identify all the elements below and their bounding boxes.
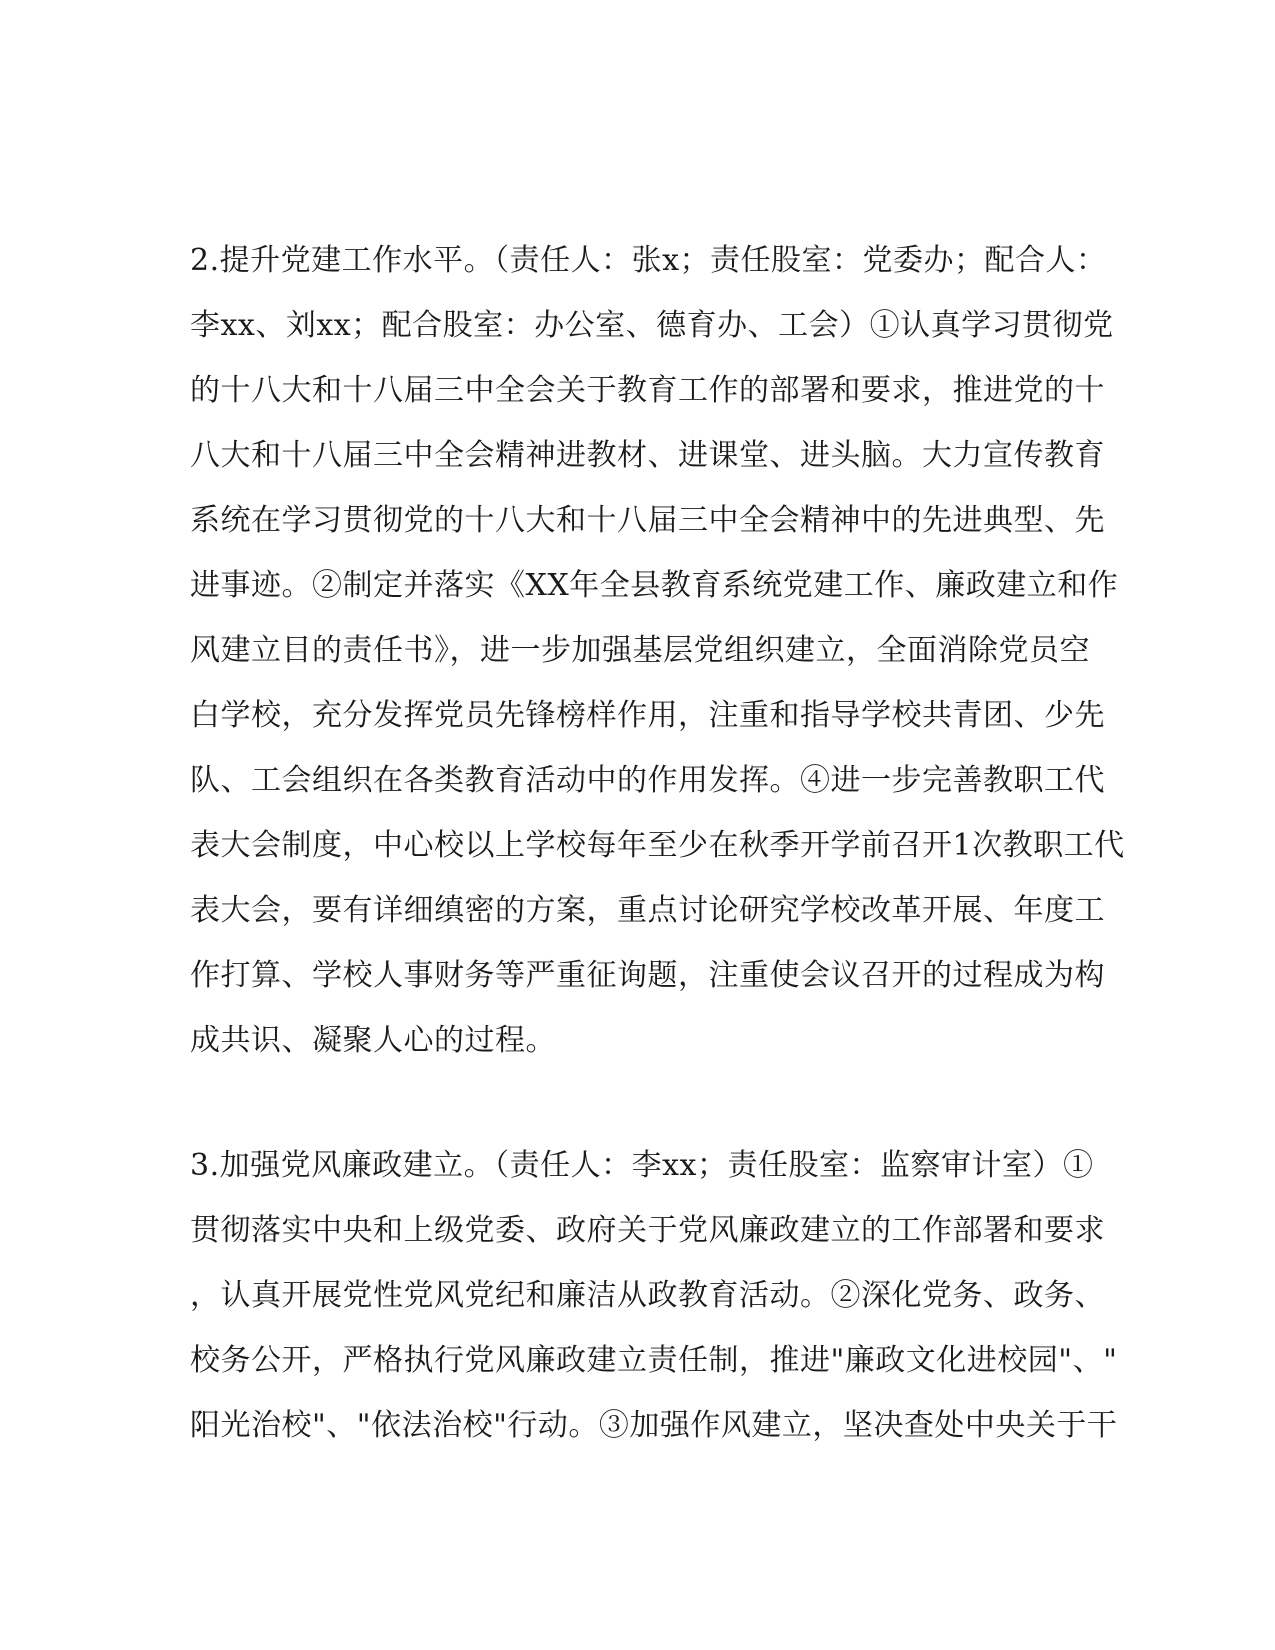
text-line: 表大会，要有详细缜密的方案，重点讨论研究学校改革开展、年度工 — [190, 893, 1105, 928]
text-line: 阳光治校"、"依法治校"行动。③加强作风建立，坚决查处中央关于干 — [190, 1408, 1118, 1443]
text-line: 八大和十八届三中全会精神进教材、进课堂、进头脑。大力宣传教育 — [190, 438, 1105, 473]
text-line: 的十八大和十八届三中全会关于教育工作的部署和要求，推进党的十 — [190, 373, 1105, 408]
text-line: 系统在学习贯彻党的十八大和十八届三中全会精神中的先进典型、先 — [190, 503, 1105, 538]
paragraph-integrity-building — [190, 1133, 1118, 1458]
text-line: 贯彻落实中央和上级党委、政府关于党风廉政建立的工作部署和要求 — [190, 1213, 1105, 1248]
text-line: 表大会制度，中心校以上学校每年至少在秋季开学前召开1次教职工代 — [190, 828, 1125, 863]
text-line: 成共识、凝聚人心的过程。 — [190, 1023, 556, 1058]
text-line: 风建立目的责任书》，进一步加强基层党组织建立，全面消除党员空 — [190, 633, 1090, 668]
text-line: 3.加强党风廉政建立。（责任人：李xx；责任股室：监察审计室）① — [190, 1148, 1094, 1183]
text-line: ，认真开展党性党风党纪和廉洁从政教育活动。②深化党务、政务、 — [190, 1278, 1105, 1313]
text-line: 2.提升党建工作水平。（责任人：张x；责任股室：党委办；配合人： — [190, 243, 1107, 278]
text-line: 队、工会组织在各类教育活动中的作用发挥。④进一步完善教职工代 — [190, 763, 1105, 798]
text-line: 作打算、学校人事财务等严重征询题，注重使会议召开的过程成为构 — [190, 958, 1105, 993]
paragraph-party-building — [190, 228, 1125, 1073]
text-line: 进事迹。②制定并落实《XX年全县教育系统党建工作、廉政建立和作 — [190, 568, 1119, 603]
text-line: 校务公开，严格执行党风廉政建立责任制，推进"廉政文化进校园"、" — [190, 1343, 1118, 1378]
text-line: 白学校，充分发挥党员先锋榜样作用，注重和指导学校共青团、少先 — [190, 698, 1105, 733]
text-line: 李xx、刘xx；配合股室：办公室、德育办、工会）①认真学习贯彻党 — [190, 308, 1114, 343]
